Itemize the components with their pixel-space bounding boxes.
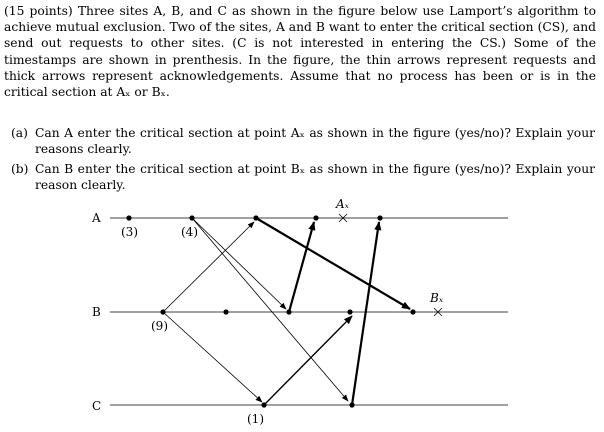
request-b-to-c xyxy=(163,312,262,402)
timestamp-a1: (3) xyxy=(121,225,138,239)
point-label-bx: Bₓ xyxy=(430,291,444,305)
site-label-b: B xyxy=(92,305,101,319)
event-dot xyxy=(253,215,258,220)
event-dot xyxy=(410,309,415,314)
question-a-text: Can A enter the critical section at point Aₓ as shown in the figure (yes/no)? Explain your reasons clearly. xyxy=(35,126,595,157)
ack-b-to-a xyxy=(289,222,314,312)
point-label-ax: Aₓ xyxy=(336,197,349,211)
site-label-c: C xyxy=(92,399,102,413)
event-dot xyxy=(377,215,382,220)
timestamp-c1: (1) xyxy=(247,412,264,426)
ack-c-to-b xyxy=(264,316,352,405)
event-dot xyxy=(349,402,354,407)
event-dot xyxy=(313,215,318,220)
ack-c-to-a xyxy=(352,222,379,405)
site-label-a: A xyxy=(92,211,101,225)
event-dot xyxy=(286,309,291,314)
event-dot xyxy=(347,309,352,314)
timestamp-a2: (4) xyxy=(181,225,198,239)
event-dot xyxy=(223,309,228,314)
event-dot xyxy=(160,309,165,314)
question-b-text: Can B enter the critical section at point Bₓ as shown in the figure (yes/no)? Explain your reason clearly. xyxy=(35,162,595,193)
event-dot xyxy=(261,402,266,407)
request-a-to-b xyxy=(192,218,286,309)
request-b-to-a xyxy=(163,222,254,312)
problem-intro: (15 points) Three sites A, B, and C as shown in the figure below use Lamport’s algorithm to achieve mutual exclusion. Two of the sites, A and B want to enter the critical section (CS), and send out requests to other sites. (C is not interested in entering the CS.) Some of the timestamps are shown in prenthesis. In the figure, the thin arrows represent requests and thick arrows represent acknowledgements. Assume that no process has been or is in the critical section at Aₓ or Bₓ. xyxy=(4,4,596,100)
question-b-label: (b) xyxy=(11,162,29,176)
event-dot xyxy=(189,215,194,220)
timestamp-b1: (9) xyxy=(151,319,168,333)
request-a-to-c xyxy=(192,218,348,401)
event-dot xyxy=(126,215,131,220)
question-a-label: (a) xyxy=(11,126,28,140)
ack-a-to-b xyxy=(256,218,410,309)
